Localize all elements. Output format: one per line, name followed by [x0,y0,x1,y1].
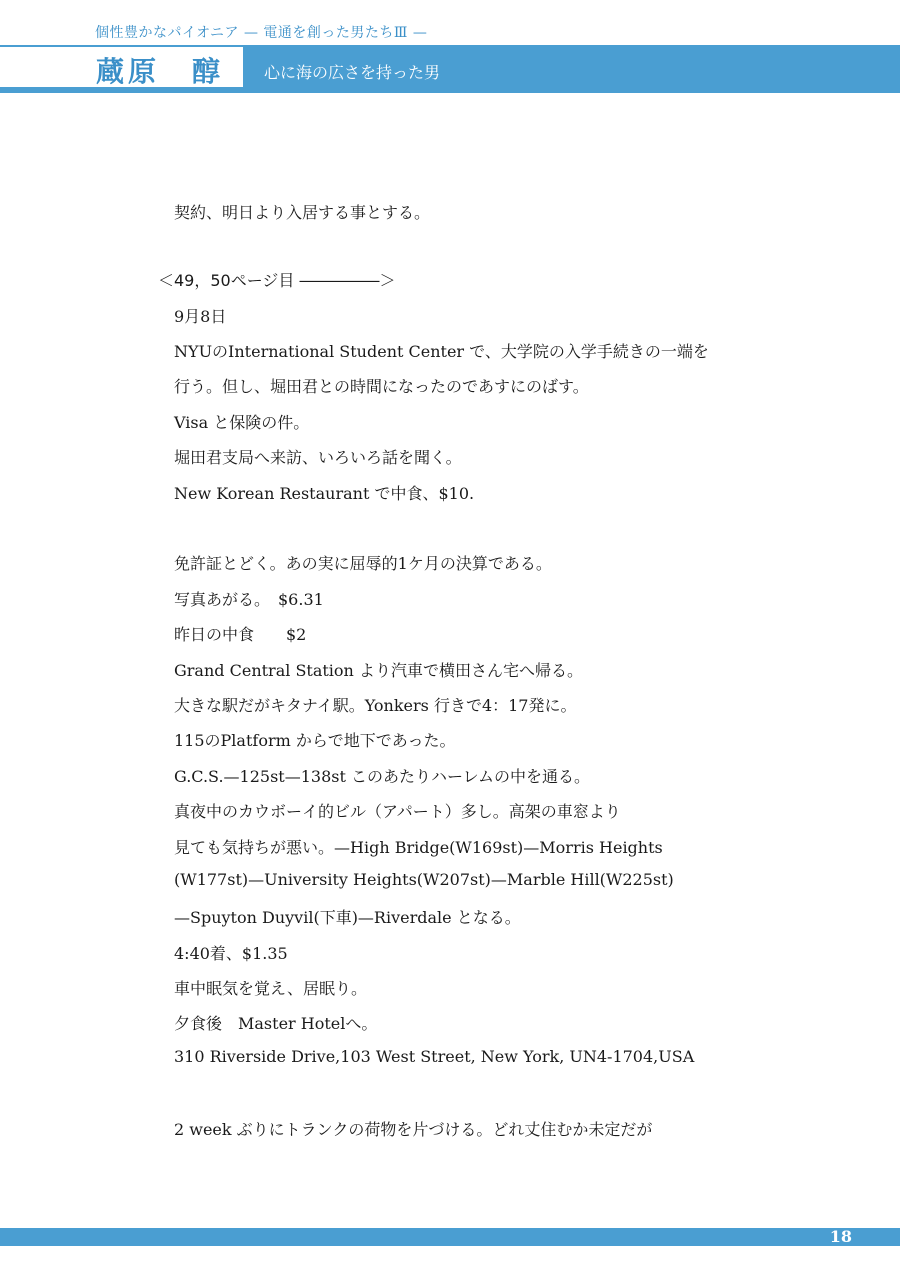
text-line: 堀田君支局へ来訪、いろいろ話を聞く。 [174,448,462,467]
text-line: Visa と保険の件。 [174,413,310,432]
text-line: 車中眠気を覚え、居眠り。 [174,979,367,998]
page-number: 18 [829,1227,852,1246]
text-line: —Spuyton Duyvil(下車)—Riverdale となる。 [174,908,521,927]
text-line: 写真あがる。 $6.31 [174,590,324,609]
text-line: 大きな駅だがキタナイ駅。Yonkers 行きで4：17発に。 [174,696,577,715]
person-name: 蔵原 醇 [96,55,225,88]
text-line: 行う。但し、堀田君との時間になったのであすにのばす。 [174,377,589,396]
text-line: 9月8日 [174,307,227,326]
text-line: 昨日の中食 $2 [174,625,307,644]
text-line: 免許証とどく。あの実に屈辱的1ケ月の決算である。 [174,554,552,573]
intro-line: 契約、明日より入居する事とする。 [174,203,431,222]
text-line: 2 week ぶりにトランクの荷物を片づける。どれ丈住むか未定だが [174,1120,653,1139]
footer-band [0,1228,900,1246]
text-line: 310 Riverside Drive,103 West Street, New York, UN4-1704,USA [174,1047,695,1066]
chapter-subtitle: 心に海の広さを持った男 [264,63,441,82]
text-line: (W177st)—University Heights(W207st)—Marble Hill(W225st) [174,870,674,889]
text-line: New Korean Restaurant で中食、$10. [174,484,475,503]
text-line: 4:40着、$1.35 [174,944,288,963]
text-line: 真夜中のカウボーイ的ビル（アパート）多し。高架の車窓より [174,802,621,821]
text-line: G.C.S.—125st—138st このあたりハーレムの中を通る。 [174,767,591,786]
series-title: 個性豊かなパイオニア — 電通を創った男たちⅢ — [95,25,428,41]
text-line: 夕食後 Master Hotelへ。 [174,1014,378,1033]
text-line: NYUのInternational Student Center で、大学院の入学手続きの一端を [174,342,709,361]
text-line: 115のPlatform からで地下であった。 [174,731,456,750]
text-line: Grand Central Station より汽車で横田さん宅へ帰る。 [174,661,583,680]
page-reference: ＜49，50ページ目 ―――――＞ [158,271,396,290]
text-line: 見ても気持ちが悪い。—High Bridge(W169st)—Morris Heights [174,838,663,857]
